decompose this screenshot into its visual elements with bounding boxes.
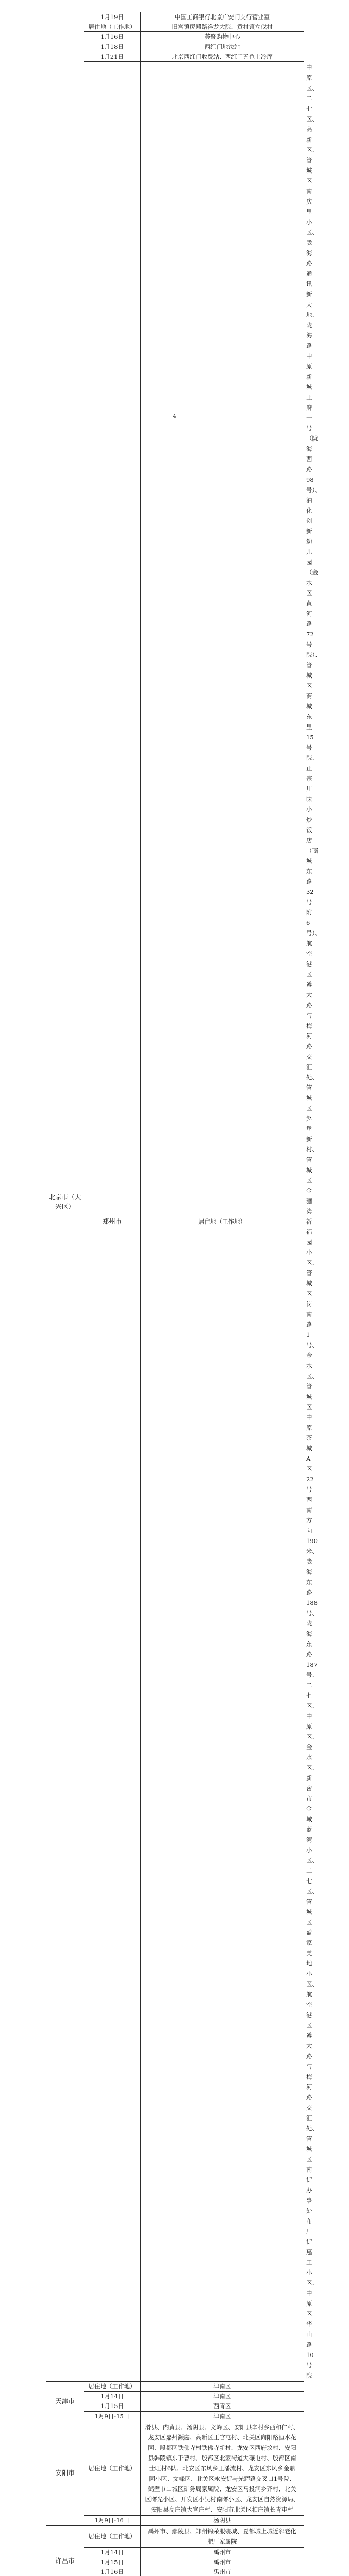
table-row bbox=[46, 2557, 304, 2567]
city-cell: 郑州市 bbox=[84, 62, 141, 2382]
table-row bbox=[46, 12, 304, 22]
place-cell: 禹州市 bbox=[141, 2548, 304, 2557]
place-cell: 禹州市 bbox=[141, 2567, 304, 2576]
table-row bbox=[46, 2548, 304, 2557]
place-cell: 津南区 bbox=[141, 2392, 304, 2401]
table-row bbox=[46, 2392, 304, 2401]
table-row bbox=[46, 2515, 304, 2525]
place-cell: 禹州市 bbox=[141, 2557, 304, 2567]
city-cell: 天津市 bbox=[46, 2382, 84, 2421]
date-cell: 1月19日 bbox=[84, 12, 141, 22]
date-cell: 居住地（工作地） bbox=[141, 62, 304, 2382]
table-row bbox=[46, 2382, 304, 2392]
place-cell: 津南区 bbox=[141, 2382, 304, 2392]
place-cell: 西红门地铁站 bbox=[141, 42, 304, 52]
place-cell: 中国工商银行北京广安门支行营业室 bbox=[141, 12, 304, 22]
city-cell bbox=[46, 12, 84, 22]
table-row bbox=[46, 2421, 304, 2515]
place-cell: 北京西红门收费站、西红门五色土冷库 bbox=[141, 52, 304, 61]
table-row bbox=[46, 22, 304, 32]
place-cell: 禹州市、鄢陵县、郑州锦荣服装城、夏都城上城近邻老化 肥厂家属院 bbox=[141, 2526, 304, 2548]
table-row bbox=[46, 32, 304, 42]
city-cell: 安阳市 bbox=[46, 2421, 84, 2525]
table-row bbox=[46, 2567, 304, 2576]
city-cell: 许昌市 bbox=[46, 2526, 84, 2576]
place-cell: 西青区 bbox=[141, 2401, 304, 2411]
date-cell: 1月16日 bbox=[84, 2567, 141, 2576]
epidemic-location-table bbox=[46, 12, 304, 2576]
date-cell: 居住地（工作地） bbox=[84, 2526, 141, 2548]
date-cell: 1月16日 bbox=[84, 32, 141, 42]
place-cell: 荟聚购物中心 bbox=[141, 32, 304, 42]
page-number: 4 bbox=[0, 414, 349, 419]
date-cell: 1月18日 bbox=[84, 42, 141, 52]
place-cell: 旧宫镇庑殿路祥龙大院、黄村镇立伐村 bbox=[141, 22, 304, 32]
city-cell: 北京市（大兴区） bbox=[46, 22, 84, 2382]
date-cell: 1月21日 bbox=[84, 52, 141, 61]
date-cell: 1月14日 bbox=[84, 2392, 141, 2401]
place-cell: 滑县、内黄县、汤阴县、文峰区、安阳县辛村乡西和仁村、 龙安区嘉州灏庭、高新区王官屯村、北关区向阳路洹水花 园、殷都区铁佛寺村铁佛寺新村、龙安区西府坟村、安阳 县韩陵镇东于曹村、殷都区北蒙街道大碾屯村、殷都区南 士旺村6队、北安区东风乡王潘流村、龙安区东风乡金鼎 园小区、文峰区、北关区永安街与光辉路交叉口1号院、 鹤壁市山城区矿务局家属院、龙安区马投涧乡齐村、北关 区曙光小区、开发区小吴村南曙小区、龙安区自然资源局、 安阳县高庄镇大官庄村、安阳市北关区柏庄镇长青屯村 bbox=[141, 2421, 304, 2515]
date-cell: 居住地（工作地） bbox=[84, 2421, 141, 2515]
table-row bbox=[46, 2411, 304, 2421]
date-cell: 1月15日 bbox=[84, 2557, 141, 2567]
table-row bbox=[46, 2526, 304, 2548]
table-row bbox=[46, 2401, 304, 2411]
table-body bbox=[46, 12, 304, 2576]
place-cell: 汤阴县 bbox=[141, 2515, 304, 2525]
date-cell: 1月9日-16日 bbox=[84, 2515, 141, 2525]
date-cell: 居住地（工作地） bbox=[84, 2382, 141, 2392]
table-row bbox=[46, 42, 304, 52]
place-cell: 津南区 bbox=[141, 2411, 304, 2421]
date-cell: 1月15日 bbox=[84, 2401, 141, 2411]
date-cell: 1月9日-15日 bbox=[84, 2411, 141, 2421]
table-row: 郑州市 居住地（工作地） 中原区、二七区、高新区、管城区南庆里小区、陇海路通 讯新天地、陇海路中原新城王府一号（陇海西路98号）、 油化创新幼儿园（金水区黄河路72号院）、管城区商城东 里15号院、正宗川味小炒饭店（商城东路32号附6号）、 航空港区遵大路与梅河路交汇处、管城区赵堡新村、管城 区金骊湾祈福园小区、管城区岗南路1号、金水区、管城 区中原茶城A区22号西南方向190米、陇海东路188号、 陇海东路187号、二七区、中原区、金水区、新密市金域 蓝湾小区、二七区、管城区盈家美地小区、航空港区遵大 路与梅河路交汇处、管城区南街办事处布厂街惠工小区、 中原区华山路10号院 bbox=[46, 62, 304, 2382]
date-cell: 居住地（工作地） bbox=[84, 22, 141, 32]
table-row bbox=[46, 52, 304, 61]
date-cell: 1月14日 bbox=[84, 2548, 141, 2557]
